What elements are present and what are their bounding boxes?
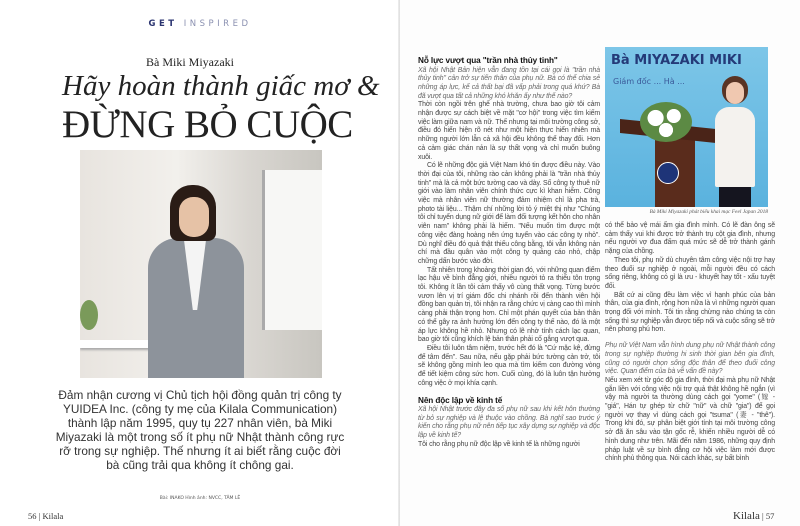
paragraph: Có lẽ những độc giả Việt Nam khó tin được điều này. Vào thời đại của tôi, những rào cản không phải là "trần nhà thủy tinh" mà là cả một bức tường cao và dày. Số công ty thuê nữ giới vào làm nhân viên chính thức cực kì khan hiếm. Công việc mà nhân viên nữ thường đảm nhiệm chỉ là pha trà, photo tài liệu... Thậm chí những lời tỏ ý miệt thị như "Chúng tôi chỉ tuyển dụng nữ giới để làm đối tượng kết hôn cho nhân viên nam" không phải là hiếm. "Nếu muốn tìm được một công việc đàng hoàng nên ứng tuyển vào các công ty nhỏ". Dù nghĩ điều đó quả thật thiếu công bằng, tôi vẫn không nản chí mà đầu quân vào một công ty quảng cáo nhỏ, chập chững dấn bước vào đời. <box>418 162 600 265</box>
kicker-light: INSPIRED <box>183 19 252 29</box>
paragraph: Tôi cho rằng phụ nữ độc lập về kinh tế là những người <box>418 440 580 448</box>
headline-line1: Hãy hoàn thành giấc mơ & <box>62 70 380 102</box>
intro-paragraph: Đảm nhận cương vị Chủ tịch hội đồng quản trị công ty YUIDEA Inc. (công ty mẹ của Kilala Communication) thành lập năm 1995, quy tụ 227 nhân viên, bà Miki Miyazaki là một trong số ít phụ nữ Nhật thành công rực rỡ trong sự nghiệp. Thế nhưng ít ai biết rằng cuộc đời bà cũng trải qua không ít chông gai. <box>55 388 345 472</box>
page-number: 56 <box>28 511 37 521</box>
paragraph: Bất cứ ai cũng đều làm việc vì hạnh phúc của bản thân, của gia đình, rộng hơn nữa là vì những người quan trọng đối với mình. Tôi tin rằng chừng nào chúng ta còn sống thì sự nghiệp vẫn được tiếp nối và cuộc sống sẽ trở nên phong phú hơn. <box>605 291 775 334</box>
footer-left: 56 | Kilala <box>28 511 64 521</box>
speaker-face <box>726 82 744 104</box>
speaker-jacket <box>715 107 755 187</box>
section-heading: Nên độc lập về kinh tế <box>418 395 503 405</box>
flowers <box>640 102 692 142</box>
section-kicker <box>0 19 400 30</box>
face <box>179 197 209 237</box>
banner-text: Bà MIYAZAKI MIKI <box>611 53 742 68</box>
paragraph: Tất nhiên trong khoảng thời gian đó, với những quan điểm lạc hậu về bình đẳng giới, nhiều người tỏ ra thiếu tôn trọng tôi. Không ít lần tôi cảm thấy vô cùng thất vọng. Từng bước vươn lên vị trí giám đốc chi nhánh rồi đến thành viên hội đồng ban quản trị, tôi nhận ra rằng chức vị càng cao thì mình càng phải thận trọng hơn. Chỉ một phán quyết của bản thân có thể gây ra ảnh hưởng lớn đến công ty thế nào, đó là một áp lực không hề nhỏ. Nhưng có lẽ nhờ tính cách lạc quan, bao giờ tôi cũng khích lệ bản thân phải cố gắng vượt qua. <box>418 266 600 344</box>
paragraph: Nếu xem xét từ góc độ gia đình, thời đại mà phụ nữ Nhật gắn liền với công việc nội trợ quả thật không hề ngắn (vì vậy mà người ta thường dùng cách gọi "yome" (嫁 - "giá", Hán tự ghép từ chữ "nữ" và chữ "gia") để gọi người vợ thay vì dùng cách gọi "tsuma" (妻 - "thê"). Trong khi đó, sự phân biệt giới tính tại môi trường công sở đã ăn sâu vào tận gốc rễ, khiến nhiều người dễ có hình dung như trên. Mãi đến năm 1986, những quy định pháp luật về sự bình đẳng cơ hội việc làm mới được chính phủ thông qua. Nói cách khác, sự bất bình <box>605 376 775 463</box>
section-heading: Nỗ lực vượt qua "trần nhà thủy tinh" <box>418 56 558 65</box>
brand: Kilala <box>733 510 760 522</box>
paragraph: có thể bảo vệ mái ấm gia đình mình. Có lẽ đàn ông sẽ cảm thấy vui khi được trở thành trụ cột gia đình, nhưng nếu người vợ đua đấm quá mức sẽ dễ trở thành gánh nặng của chồng. <box>605 222 775 256</box>
event-photo <box>605 47 768 207</box>
speaker-legs <box>719 187 751 207</box>
banner-subtext: Giám đốc ... Hà ... <box>613 77 685 86</box>
brand: Kilala <box>42 511 64 521</box>
portrait-photo <box>80 150 322 378</box>
paragraph: Điều tôi luôn tâm niệm, trước hết đó là "Cứ mặc kệ, đừng để tâm đến". Sau nữa, nếu gặp phải bức tường cản trở, tôi sẽ không gồng mình leo qua mà tìm kiếm con đường vòng để tiết kiệm công sức hơn. Cuối cùng, đó là luôn tận hưởng công việc ở mọi khía cạnh. <box>418 345 600 387</box>
question: Phụ nữ Việt Nam vẫn hình dung phụ nữ Nhật thành công trong sự nghiệp thường hi sinh thời gian bên gia đình, cũng có người chọn sống độc thân để theo đuổi công việc. Quan điểm của bà về vấn đề này? <box>605 342 775 376</box>
window <box>262 170 322 330</box>
page-number: 57 <box>765 511 775 521</box>
headline-line2: ĐỪNG BỎ CUỘC <box>62 103 353 146</box>
subject-name: Bà Miki Miyazaki <box>146 55 234 69</box>
column-2 <box>605 222 775 464</box>
paragraph: Theo tôi, phụ nữ dù chuyên tâm công việc nội trợ hay theo đuổi sự nghiệp ở ngoài, mỗi người đều có cách sống riêng, không có gì là ưu - khuyết hay tốt - xấu tuyệt đối. <box>605 256 775 290</box>
photo-caption: Bà Miki Miyazaki phát biểu khai mạc Feel Japan 2018 <box>649 209 768 215</box>
paragraph: Thời còn ngồi trên ghế nhà trường, chưa bao giờ tôi cảm nhận được sự cách biệt về mặt "cơ hội" trong việc tìm kiếm việc làm giữa nam và nữ. Thế nhưng tại môi trường công sở, điều đó hiển hiện rõ nét như một hiện thực hiển nhiên mà những người lớn lẫn cả xã hội đều không thể thay đổi. Hơn cả cảm giác chán nản là sự thất vọng và chỉ muốn buông xuôi. <box>418 101 600 161</box>
byline: Bài: INAKO Hình ảnh: NVCC, TÂM LÊ <box>159 496 241 501</box>
question: Xã hội Nhật trước đây đa số phụ nữ sau khi kết hôn thường từ bỏ sự nghiệp và lệ thuộc vào chồng. Bà nghĩ sao trước ý kiến cho rằng phụ nữ nên tiếp tục xây dựng sự nghiệp và độc lập về kinh tế? <box>418 406 600 440</box>
footer-right: Kilala | 57 <box>733 510 775 522</box>
column-1 <box>418 56 600 450</box>
kicker-bold: GET <box>148 19 178 29</box>
plant <box>80 300 98 330</box>
question: Xã hội Nhật Bản hiện vẫn đang tồn tại cái gọi là "trần nhà thủy tinh" cản trở sự tiến thân của phụ nữ. Bà có thể chia sẻ những áp lực, kể cả thất bại đã vấp phải trong quá khứ? Bà đã vượt qua tất cả những khó khăn ấy như thế nào? <box>418 66 600 100</box>
podium-logo <box>657 162 679 184</box>
